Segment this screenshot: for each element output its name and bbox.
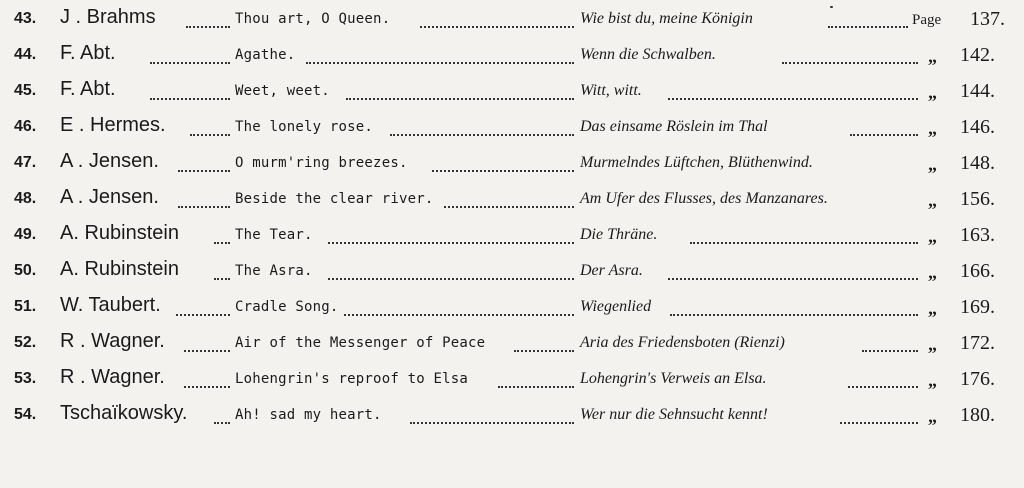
dot-leader: [670, 302, 918, 316]
list-item: [0, 184, 1024, 218]
dot-leader: [840, 410, 918, 424]
composer-name: W. Taubert.: [60, 294, 161, 316]
composer-name: Tschaïkowsky.: [60, 402, 188, 424]
list-item: [0, 112, 1024, 146]
ditto-mark: „: [928, 154, 937, 174]
dot-leader: [178, 158, 230, 172]
english-title: Weet, weet.: [235, 83, 330, 99]
list-item: [0, 76, 1024, 110]
entry-number: 52.: [14, 334, 37, 351]
german-title: Der Asra.: [580, 262, 643, 279]
dot-leader: [178, 194, 230, 208]
entry-number: 53.: [14, 370, 37, 387]
composer-name: F. Abt.: [60, 42, 116, 64]
dot-leader: [214, 266, 230, 280]
page-number: 180.: [960, 404, 995, 426]
page-number: 156.: [960, 188, 995, 210]
entry-number: 45.: [14, 82, 37, 99]
dot-leader: [498, 374, 574, 388]
english-title: Agathe.: [235, 47, 296, 63]
dot-leader: [214, 410, 230, 424]
page-number: 146.: [960, 116, 995, 138]
composer-name: J . Brahms: [60, 6, 156, 28]
dot-leader: [306, 50, 574, 64]
german-title: Wiegenlied: [580, 298, 652, 315]
ditto-mark: „: [928, 190, 937, 210]
dot-leader: [514, 338, 574, 352]
german-title: Witt, witt.: [580, 82, 642, 99]
german-title: Aria des Friedensboten (Rienzi): [580, 334, 785, 351]
german-title: Das einsame Röslein im Thal: [580, 118, 768, 135]
english-title: The Asra.: [235, 263, 313, 279]
composer-name: A . Jensen.: [60, 186, 159, 208]
list-item: [0, 220, 1024, 254]
page-number: 169.: [960, 296, 995, 318]
entry-number: 44.: [14, 46, 37, 63]
list-item: [0, 292, 1024, 326]
page-number: 176.: [960, 368, 995, 390]
composer-name: A. Rubinstein: [60, 258, 179, 280]
composer-name: E . Hermes.: [60, 114, 166, 136]
english-title: Air of the Messenger of Peace: [235, 335, 486, 351]
dot-leader: [668, 86, 918, 100]
dot-leader: [346, 86, 574, 100]
dot-leader: [444, 194, 574, 208]
english-title: The lonely rose.: [235, 119, 374, 135]
english-title: The Tear.: [235, 227, 313, 243]
page-number: 137.: [970, 8, 1005, 30]
dot-leader: [420, 14, 574, 28]
dot-leader: [328, 266, 574, 280]
dot-leader: [344, 302, 574, 316]
page-number: 148.: [960, 152, 995, 174]
composer-name: R . Wagner.: [60, 366, 165, 388]
entry-number: 54.: [14, 406, 37, 423]
english-title: O murm'ring breezes.: [235, 155, 408, 171]
ditto-mark: „: [928, 334, 937, 354]
list-item: [0, 400, 1024, 434]
page-number: 172.: [960, 332, 995, 354]
dot-leader: [862, 338, 918, 352]
dot-leader: [150, 86, 230, 100]
entry-number: 49.: [14, 226, 37, 243]
list-item: [0, 4, 1024, 38]
composer-name: F. Abt.: [60, 78, 116, 100]
english-title: Beside the clear river.: [235, 191, 434, 207]
dot-leader: [176, 302, 230, 316]
ditto-mark: „: [928, 46, 937, 66]
list-item: [0, 364, 1024, 398]
german-title: Am Ufer des Flusses, des Manzanares.: [580, 190, 828, 207]
page-number: 163.: [960, 224, 995, 246]
composer-name: R . Wagner.: [60, 330, 165, 352]
entry-number: 46.: [14, 118, 37, 135]
english-title: Thou art, O Queen.: [235, 11, 391, 27]
german-title: Wer nur die Sehnsucht kennt!: [580, 406, 768, 423]
list-item: [0, 148, 1024, 182]
dot-leader: [328, 230, 574, 244]
dot-leader: [184, 374, 230, 388]
dot-leader: [668, 266, 918, 280]
entry-number: 48.: [14, 190, 37, 207]
entry-number: 43.: [14, 10, 37, 27]
english-title: Cradle Song.: [235, 299, 339, 315]
dot-leader: [432, 158, 574, 172]
composer-name: A. Rubinstein: [60, 222, 179, 244]
ditto-mark: „: [928, 82, 937, 102]
page-number: 166.: [960, 260, 995, 282]
german-title: Murmelndes Lüftchen, Blüthenwind.: [580, 154, 813, 171]
dot-leader: [848, 374, 918, 388]
german-title: Wenn die Schwalben.: [580, 46, 716, 63]
entry-number: 50.: [14, 262, 37, 279]
german-title: Wie bist du, meine Königin: [580, 10, 753, 27]
entry-number: 51.: [14, 298, 37, 315]
dot-leader: [690, 230, 918, 244]
ditto-mark: „: [928, 226, 937, 246]
ditto-mark: „: [928, 118, 937, 138]
dot-leader: [850, 122, 918, 136]
ditto-mark: „: [928, 370, 937, 390]
dot-leader: [782, 50, 918, 64]
dot-leader: [410, 410, 574, 424]
dot-leader: [186, 14, 230, 28]
list-item: [0, 256, 1024, 290]
page-number: 142.: [960, 44, 995, 66]
list-item: [0, 40, 1024, 74]
ditto-mark: „: [928, 298, 937, 318]
dot-leader: [390, 122, 574, 136]
dot-leader: [150, 50, 230, 64]
entry-number: 47.: [14, 154, 37, 171]
dot-leader: [828, 14, 908, 28]
composer-name: A . Jensen.: [60, 150, 159, 172]
dot-leader: [184, 338, 230, 352]
dot-leader: [214, 230, 230, 244]
page-label: Page: [912, 12, 942, 28]
dot-leader: [190, 122, 230, 136]
english-title: Lohengrin's reproof to Elsa: [235, 371, 468, 387]
ditto-mark: „: [928, 262, 937, 282]
page-number: 144.: [960, 80, 995, 102]
german-title: Lohengrin's Verweis an Elsa.: [580, 370, 767, 387]
german-title: Die Thräne.: [580, 226, 658, 243]
english-title: Ah! sad my heart.: [235, 407, 382, 423]
list-item: [0, 328, 1024, 362]
ditto-mark: „: [928, 406, 937, 426]
